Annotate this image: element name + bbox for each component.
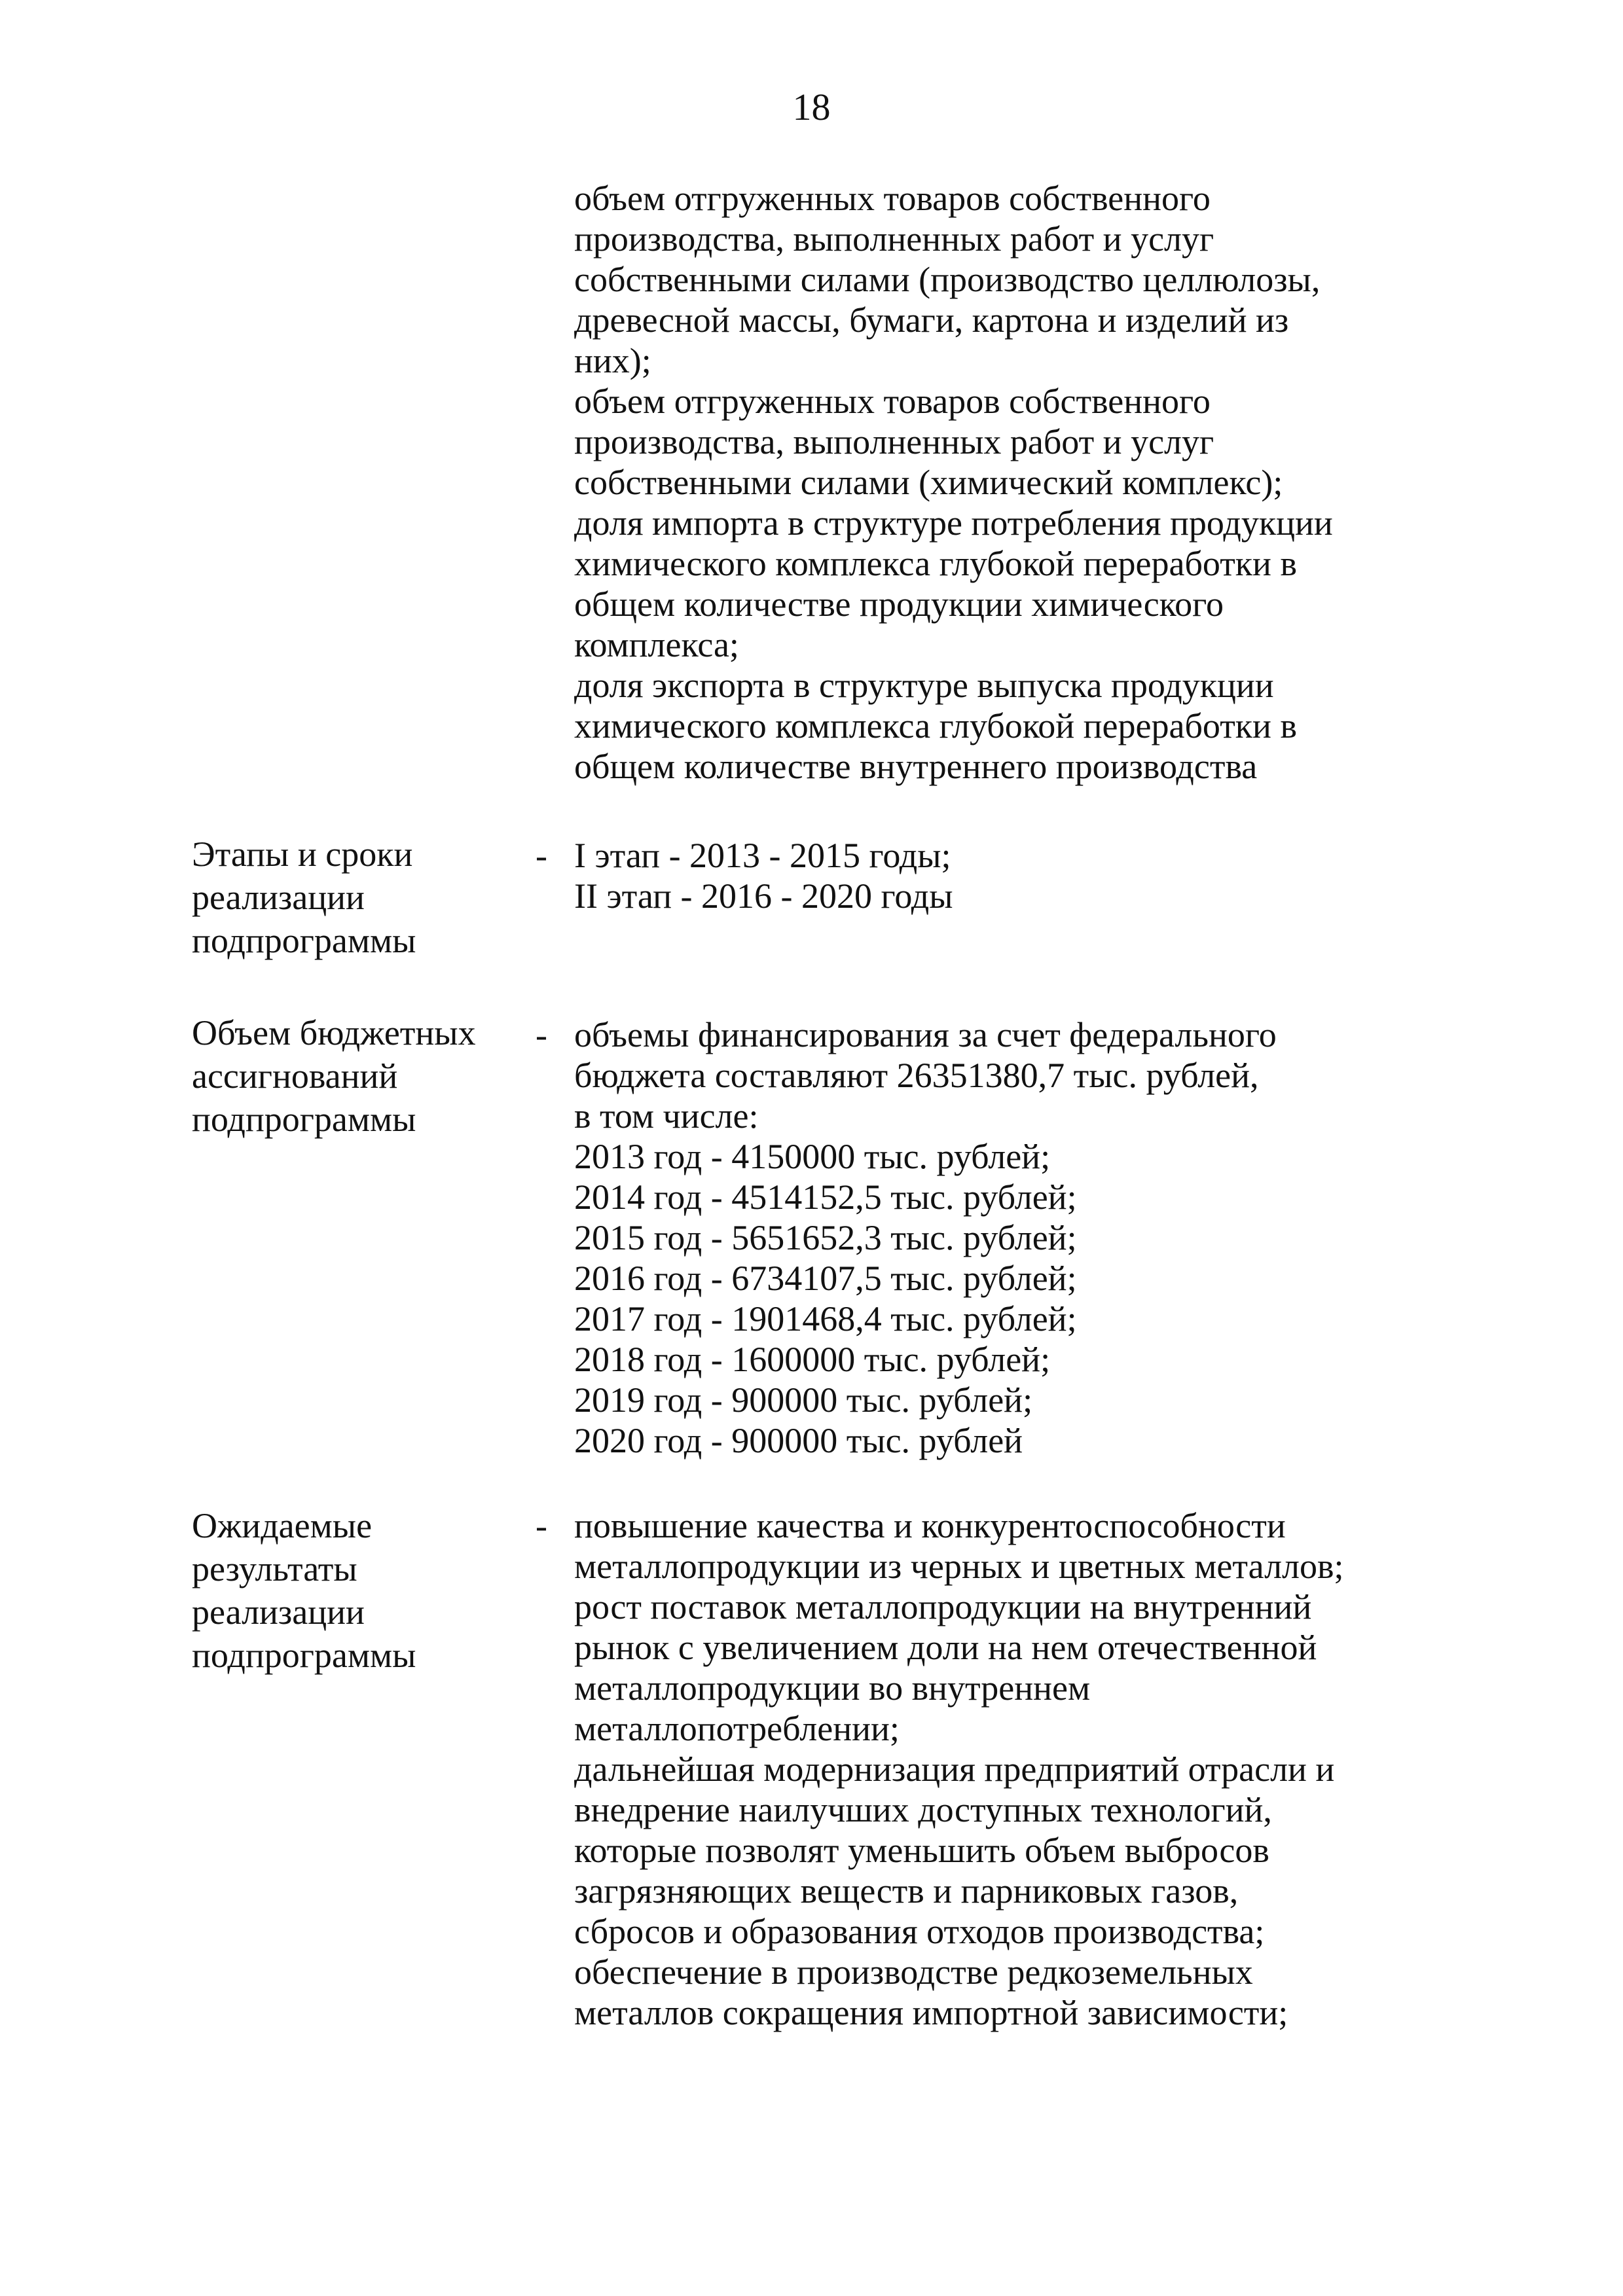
text-line: химического комплекса глубокой переработки в	[574, 706, 1297, 745]
text-line: доля экспорта в структуре выпуска продукции	[574, 666, 1274, 705]
value-line: 2019 год - 900000 тыс. рублей;	[574, 1380, 1033, 1420]
value-line: повышение качества и конкурентоспособности	[574, 1506, 1286, 1545]
value-line: загрязняющих веществ и парниковых газов,	[574, 1871, 1239, 1910]
text-line: них);	[574, 341, 651, 380]
value-line: сбросов и образования отходов производства;	[574, 1912, 1265, 1951]
value-line: 2018 год - 1600000 тыс. рублей;	[574, 1340, 1051, 1379]
stages-dash: -	[536, 836, 547, 875]
text-line: производства, выполненных работ и услуг	[574, 422, 1214, 461]
text-line: общем количестве продукции химического	[574, 584, 1224, 624]
value-line: рынок с увеличением доли на нем отечественной	[574, 1628, 1317, 1667]
text-line: производства, выполненных работ и услуг	[574, 219, 1214, 259]
text-line: собственными силами (производство целлюлозы,	[574, 260, 1321, 299]
value-line: металлов сокращения импортной зависимости;	[574, 1993, 1288, 2032]
budget-dash: -	[536, 1015, 547, 1054]
label-line: подпрограммы	[192, 1636, 416, 1675]
results-dash: -	[536, 1506, 547, 1545]
value-line: которые позволят уменьшить объем выбросов	[574, 1831, 1269, 1870]
results-value	[574, 1505, 1504, 2033]
page-number: 18	[792, 86, 831, 128]
budget-value	[574, 1014, 1504, 1461]
value-line: 2014 год - 4514152,5 тыс. рублей;	[574, 1177, 1077, 1217]
stages-value	[574, 835, 1504, 916]
text-line: объем отгруженных товаров собственного	[574, 382, 1211, 421]
label-line: Объем бюджетных	[192, 1013, 476, 1052]
value-line: II этап - 2016 - 2020 годы	[574, 876, 953, 916]
value-line: 2020 год - 900000 тыс. рублей	[574, 1421, 1023, 1460]
value-line: металлопотреблении;	[574, 1709, 900, 1748]
value-line: 2013 год - 4150000 тыс. рублей;	[574, 1137, 1051, 1176]
label-line: реализации	[192, 878, 365, 917]
label-line: результаты	[192, 1549, 357, 1588]
label-line: подпрограммы	[192, 1100, 416, 1139]
value-line: в том числе:	[574, 1096, 759, 1136]
value-line: обеспечение в производстве редкоземельных	[574, 1952, 1253, 1992]
stages-label	[192, 833, 532, 962]
value-line: объемы финансирования за счет федерального	[574, 1015, 1277, 1054]
value-line: металлопродукции из черных и цветных металлов;	[574, 1547, 1344, 1586]
continuation-text	[574, 178, 1504, 787]
value-line: внедрение наилучших доступных технологий,	[574, 1790, 1272, 1829]
value-line: 2015 год - 5651652,3 тыс. рублей;	[574, 1218, 1077, 1257]
text-line: собственными силами (химический комплекс);	[574, 463, 1283, 502]
text-line: химического комплекса глубокой переработки в	[574, 544, 1297, 583]
text-line: объем отгруженных товаров собственного	[574, 179, 1211, 218]
text-line: комплекса;	[574, 625, 739, 664]
value-line: рост поставок металлопродукции на внутренний	[574, 1587, 1312, 1626]
value-line: I этап - 2013 - 2015 годы;	[574, 836, 951, 875]
value-line: дальнейшая модернизация предприятий отрасли и	[574, 1749, 1335, 1789]
text-line: доля импорта в структуре потребления продукции	[574, 503, 1333, 543]
value-line: металлопродукции во внутреннем	[574, 1668, 1091, 1708]
label-line: Ожидаемые	[192, 1506, 373, 1545]
value-line: 2016 год - 6734107,5 тыс. рублей;	[574, 1259, 1077, 1298]
label-line: реализации	[192, 1592, 365, 1632]
budget-label	[192, 1011, 532, 1141]
label-line: подпрограммы	[192, 921, 416, 960]
label-line: ассигнований	[192, 1056, 398, 1096]
label-line: Этапы и сроки	[192, 834, 413, 874]
value-line: бюджета составляют 26351380,7 тыс. рублей,	[574, 1056, 1259, 1095]
text-line: древесной массы, бумаги, картона и изделий из	[574, 300, 1289, 340]
value-line: 2017 год - 1901468,4 тыс. рублей;	[574, 1299, 1077, 1338]
results-label	[192, 1504, 532, 1677]
text-line: общем количестве внутреннего производства	[574, 747, 1258, 786]
